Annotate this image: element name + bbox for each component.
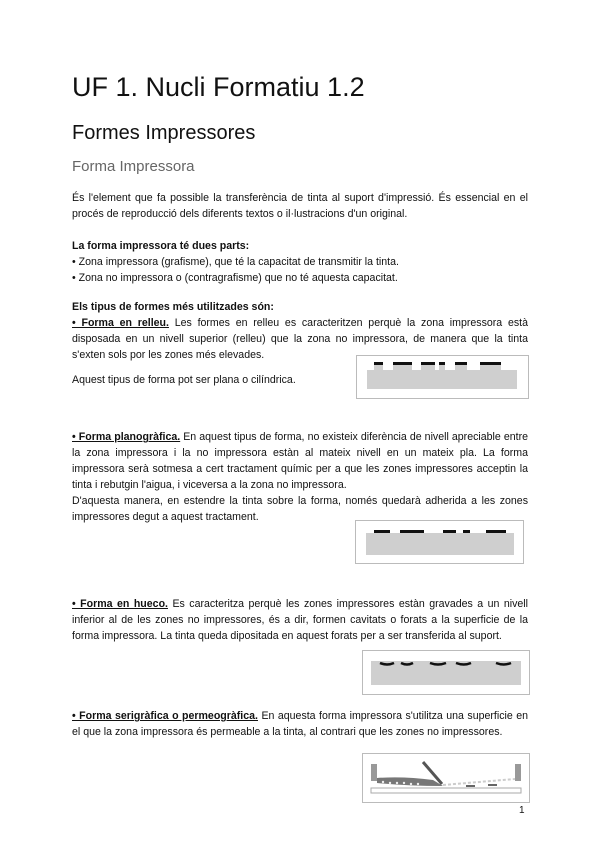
type-extra: Aquest tipus de forma pot ser plana o cilíndrica.: [72, 374, 296, 386]
section-heading: Formes Impressores: [72, 122, 256, 144]
type-lead: • Forma serigràfica o permeogràfica.: [72, 710, 258, 722]
parts-title: La forma impressora té dues parts:: [72, 240, 250, 252]
relief-form-diagram: [356, 355, 529, 399]
planographic-form-diagram: [355, 520, 524, 564]
types-planografica: [72, 429, 528, 525]
parts-item: • Zona impressora (grafisme), que té la capacitat de transmitir la tinta.: [72, 256, 399, 268]
type-text: Es caracteritza perquè les zones impressores estàn gravades a un nivell inferior al de les zones no impressores, és a dir, formen cavitats o forats a la superficie de la forma impressora. La tinta queda dipositada en aquest forats per a ser transferida al suport.: [72, 598, 528, 642]
type-lead: • Forma en hueco.: [72, 598, 168, 610]
types-title: Els tipus de formes més utilitzades són:: [72, 301, 274, 313]
type-extra: D'aquesta manera, en estendre la tinta sobre la forma, només quedarà adherida a les zones impressores degut a aquest tractament.: [72, 495, 528, 523]
type-text: En aquesta forma impressora s'utilitza una superficie en el que la zona impressora és permeable a la tinta, al contrari que les zones no impressores.: [72, 710, 529, 738]
types-serigrafica: [72, 708, 528, 740]
type-lead: • Forma en relleu.: [72, 317, 169, 329]
gravure-form-diagram: [362, 650, 530, 695]
screen-printing-diagram: [362, 753, 530, 803]
type-lead: • Forma planogràfica.: [72, 431, 181, 443]
types-hueco: [72, 596, 528, 644]
type-text: En aquest tipus de forma, no existeix diferència de nivell apreciable entre la zona impressora i la no impressora estàn al mateix nivell en un mateix pla. La forma impressora serà sotmesa a cert tractament químic per a que les zones impressores acceptin la tinta i rebutgin l'aigua, i viceversa a la zona no impressora.: [72, 431, 529, 491]
document-title: UF 1. Nucli Formatiu 1.2: [72, 72, 365, 102]
types-relleu: [72, 299, 528, 363]
parts-block: [72, 238, 528, 286]
intro-paragraph: És l'element que fa possible la transferència de tinta al suport d'impressió. És essencial en el procés de reproducció dels diferents textos o il·lustracions d'un original.: [72, 192, 528, 220]
subsection-heading: Forma Impressora: [72, 158, 195, 175]
page-number: 1: [519, 805, 525, 816]
type-text: Les formes en relleu es caracteritzen perquè la zona impressora està disposada en un nivell superior (relleu) que la zona no impressora, de manera que la tinta s'exten sols por les zones més elevades.: [72, 317, 528, 361]
parts-item: • Zona no impressora o (contragrafisme) que no té aquesta capacitat.: [72, 272, 398, 284]
